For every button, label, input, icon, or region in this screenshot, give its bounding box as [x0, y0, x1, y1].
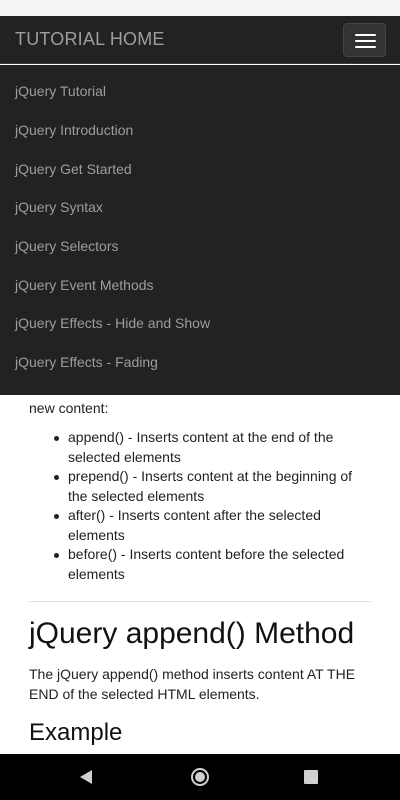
menu-item-jquery-event-methods[interactable]: jQuery Event Methods	[15, 277, 154, 293]
menu-item-jquery-get-started[interactable]: jQuery Get Started	[15, 161, 132, 177]
description-paragraph: The jQuery append() method inserts content AT THE END of the selected HTML elements.	[29, 666, 356, 702]
methods-list	[50, 428, 375, 584]
bullet	[54, 475, 59, 480]
status-bar	[0, 0, 400, 16]
bullet	[54, 436, 59, 441]
top-navbar	[0, 16, 400, 64]
page-heading: jQuery append() Method	[29, 617, 355, 650]
recent-apps-icon[interactable]	[304, 770, 318, 784]
hamburger-bar	[355, 40, 376, 42]
dropdown-menu	[0, 65, 400, 395]
list-item: prepend() - Inserts content at the beginning of the selected elements	[50, 467, 375, 506]
divider	[29, 601, 371, 602]
system-navigation-bar	[0, 754, 400, 800]
menu-item-jquery-effects-fading[interactable]: jQuery Effects - Fading	[15, 354, 158, 370]
hamburger-icon[interactable]	[343, 23, 386, 57]
menu-item-jquery-syntax[interactable]: jQuery Syntax	[15, 199, 103, 215]
bullet	[54, 553, 59, 558]
menu-item-jquery-tutorial[interactable]: jQuery Tutorial	[15, 83, 107, 99]
brand-link[interactable]: TUTORIAL HOME	[15, 29, 165, 49]
back-icon[interactable]	[80, 770, 92, 784]
menu-item-jquery-introduction[interactable]: jQuery Introduction	[15, 122, 134, 138]
menu-item-jquery-selectors[interactable]: jQuery Selectors	[15, 238, 119, 254]
bullet	[54, 514, 59, 519]
list-item: append() - Inserts content at the end of the selected elements	[50, 428, 375, 467]
hamburger-bar	[355, 34, 376, 36]
list-item: after() - Inserts content after the selected elements	[50, 506, 375, 545]
example-heading: Example	[29, 719, 123, 746]
home-icon[interactable]	[191, 768, 209, 786]
list-item: before() - Inserts content before the selected elements	[50, 545, 375, 584]
intro-text: new content:	[29, 400, 109, 416]
menu-item-jquery-effects-hide-show[interactable]: jQuery Effects - Hide and Show	[15, 315, 211, 331]
hamburger-bar	[355, 46, 376, 48]
